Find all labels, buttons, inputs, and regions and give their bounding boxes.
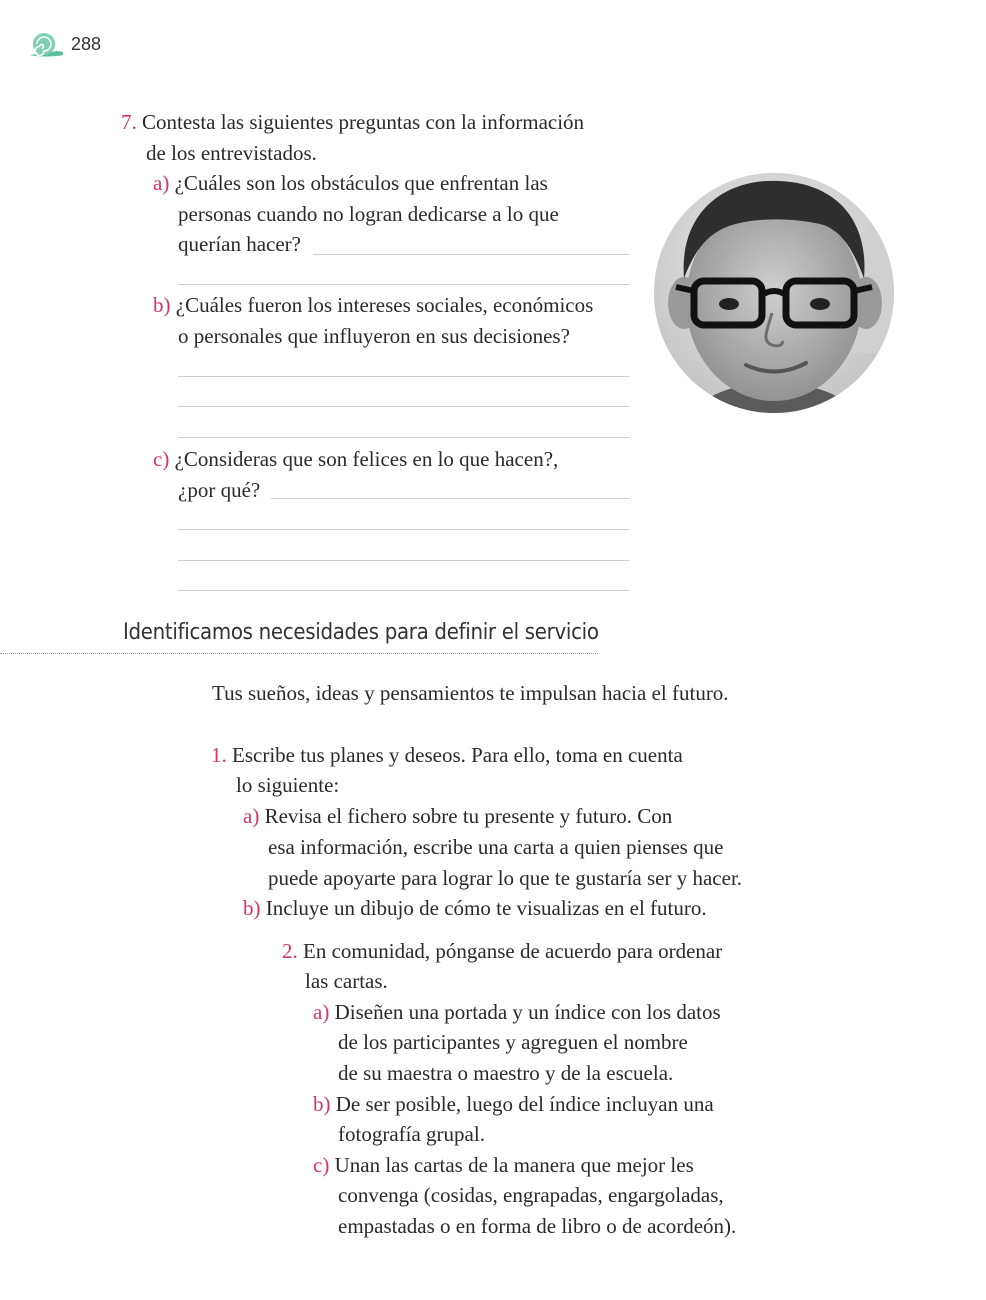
step-2 bbox=[282, 936, 722, 967]
step-text: Incluye un dibujo de cómo te visualizas en el futuro. bbox=[265, 896, 707, 920]
step-2a-line3: de su maestra o maestro y de la escuela. bbox=[338, 1061, 674, 1085]
step-1a-line2: esa información, escribe una carta a quien pienses que bbox=[268, 835, 724, 859]
page-number: 288 bbox=[71, 34, 102, 54]
step-1a-line3: puede apoyarte para lograr lo que te gustaría ser y hacer. bbox=[268, 866, 743, 890]
question-7c bbox=[153, 444, 558, 475]
list-marker: b) bbox=[313, 1092, 331, 1116]
boy-with-glasses-portrait-icon bbox=[654, 173, 894, 413]
step-1b bbox=[243, 893, 707, 924]
question-text: Contesta las siguientes preguntas con la información bbox=[142, 110, 585, 134]
list-marker: b) bbox=[243, 896, 261, 920]
list-marker: a) bbox=[243, 804, 260, 828]
question-text: ¿Consideras que son felices en lo que hacen?, bbox=[174, 447, 559, 471]
question-text: ¿Cuáles fueron los intereses sociales, económicos bbox=[175, 293, 594, 317]
answer-line[interactable] bbox=[178, 560, 629, 561]
step-2a bbox=[313, 997, 721, 1028]
question-7a-line2: personas cuando no logran dedicarse a lo que bbox=[178, 202, 559, 226]
answer-line[interactable] bbox=[313, 254, 629, 255]
step-2b-line2: fotografía grupal. bbox=[338, 1122, 485, 1146]
answer-line[interactable] bbox=[178, 529, 629, 530]
list-marker: a) bbox=[153, 171, 170, 195]
step-1-line2: lo siguiente: bbox=[236, 773, 340, 797]
step-text: De ser posible, luego del índice incluyan una bbox=[335, 1092, 714, 1116]
step-text: Unan las cartas de la manera que mejor les bbox=[334, 1153, 694, 1177]
answer-line[interactable] bbox=[178, 590, 629, 591]
answer-line[interactable] bbox=[178, 376, 629, 377]
question-7a-line3: querían hacer? bbox=[178, 232, 301, 256]
step-2c-line3: empastadas o en forma de libro o de acordeón). bbox=[338, 1214, 737, 1238]
question-text: ¿Cuáles son los obstáculos que enfrentan las bbox=[174, 171, 548, 195]
question-7b-line2: o personales que influyeron en sus decisiones? bbox=[178, 324, 570, 348]
question-7 bbox=[121, 107, 584, 138]
step-2b bbox=[313, 1089, 714, 1120]
step-1a bbox=[243, 801, 672, 832]
list-marker: b) bbox=[153, 293, 171, 317]
step-2a-line2: de los participantes y agreguen el nombre bbox=[338, 1030, 688, 1054]
list-marker: 1. bbox=[211, 743, 227, 767]
student-photo bbox=[654, 173, 894, 413]
answer-line[interactable] bbox=[178, 406, 629, 407]
answer-line[interactable] bbox=[178, 437, 629, 438]
answer-line[interactable] bbox=[178, 284, 629, 285]
answer-line[interactable] bbox=[271, 498, 629, 499]
step-text: Escribe tus planes y deseos. Para ello, toma en cuenta bbox=[232, 743, 683, 767]
step-text: Diseñen una portada y un índice con los datos bbox=[334, 1000, 721, 1024]
step-2c bbox=[313, 1150, 694, 1181]
step-1 bbox=[211, 740, 683, 771]
step-text: En comunidad, pónganse de acuerdo para ordenar bbox=[303, 939, 723, 963]
list-marker: c) bbox=[313, 1153, 330, 1177]
section-divider bbox=[0, 653, 598, 654]
question-7a bbox=[153, 168, 548, 199]
list-marker: 2. bbox=[282, 939, 298, 963]
section-intro: Tus sueños, ideas y pensamientos te impulsan hacia el futuro. bbox=[212, 681, 729, 705]
question-7-line2: de los entrevistados. bbox=[146, 141, 317, 165]
snail-icon bbox=[27, 30, 65, 60]
section-title: Identificamos necesidades para definir el servicio bbox=[123, 620, 599, 645]
list-marker: c) bbox=[153, 447, 170, 471]
question-7c-line2: ¿por qué? bbox=[178, 478, 261, 502]
list-marker: a) bbox=[313, 1000, 330, 1024]
list-marker: 7. bbox=[121, 110, 137, 134]
step-2c-line2: convenga (cosidas, engrapadas, engargoladas, bbox=[338, 1183, 724, 1207]
step-text: Revisa el fichero sobre tu presente y futuro. Con bbox=[264, 804, 673, 828]
step-2-line2: las cartas. bbox=[305, 969, 388, 993]
question-7b bbox=[153, 290, 593, 321]
